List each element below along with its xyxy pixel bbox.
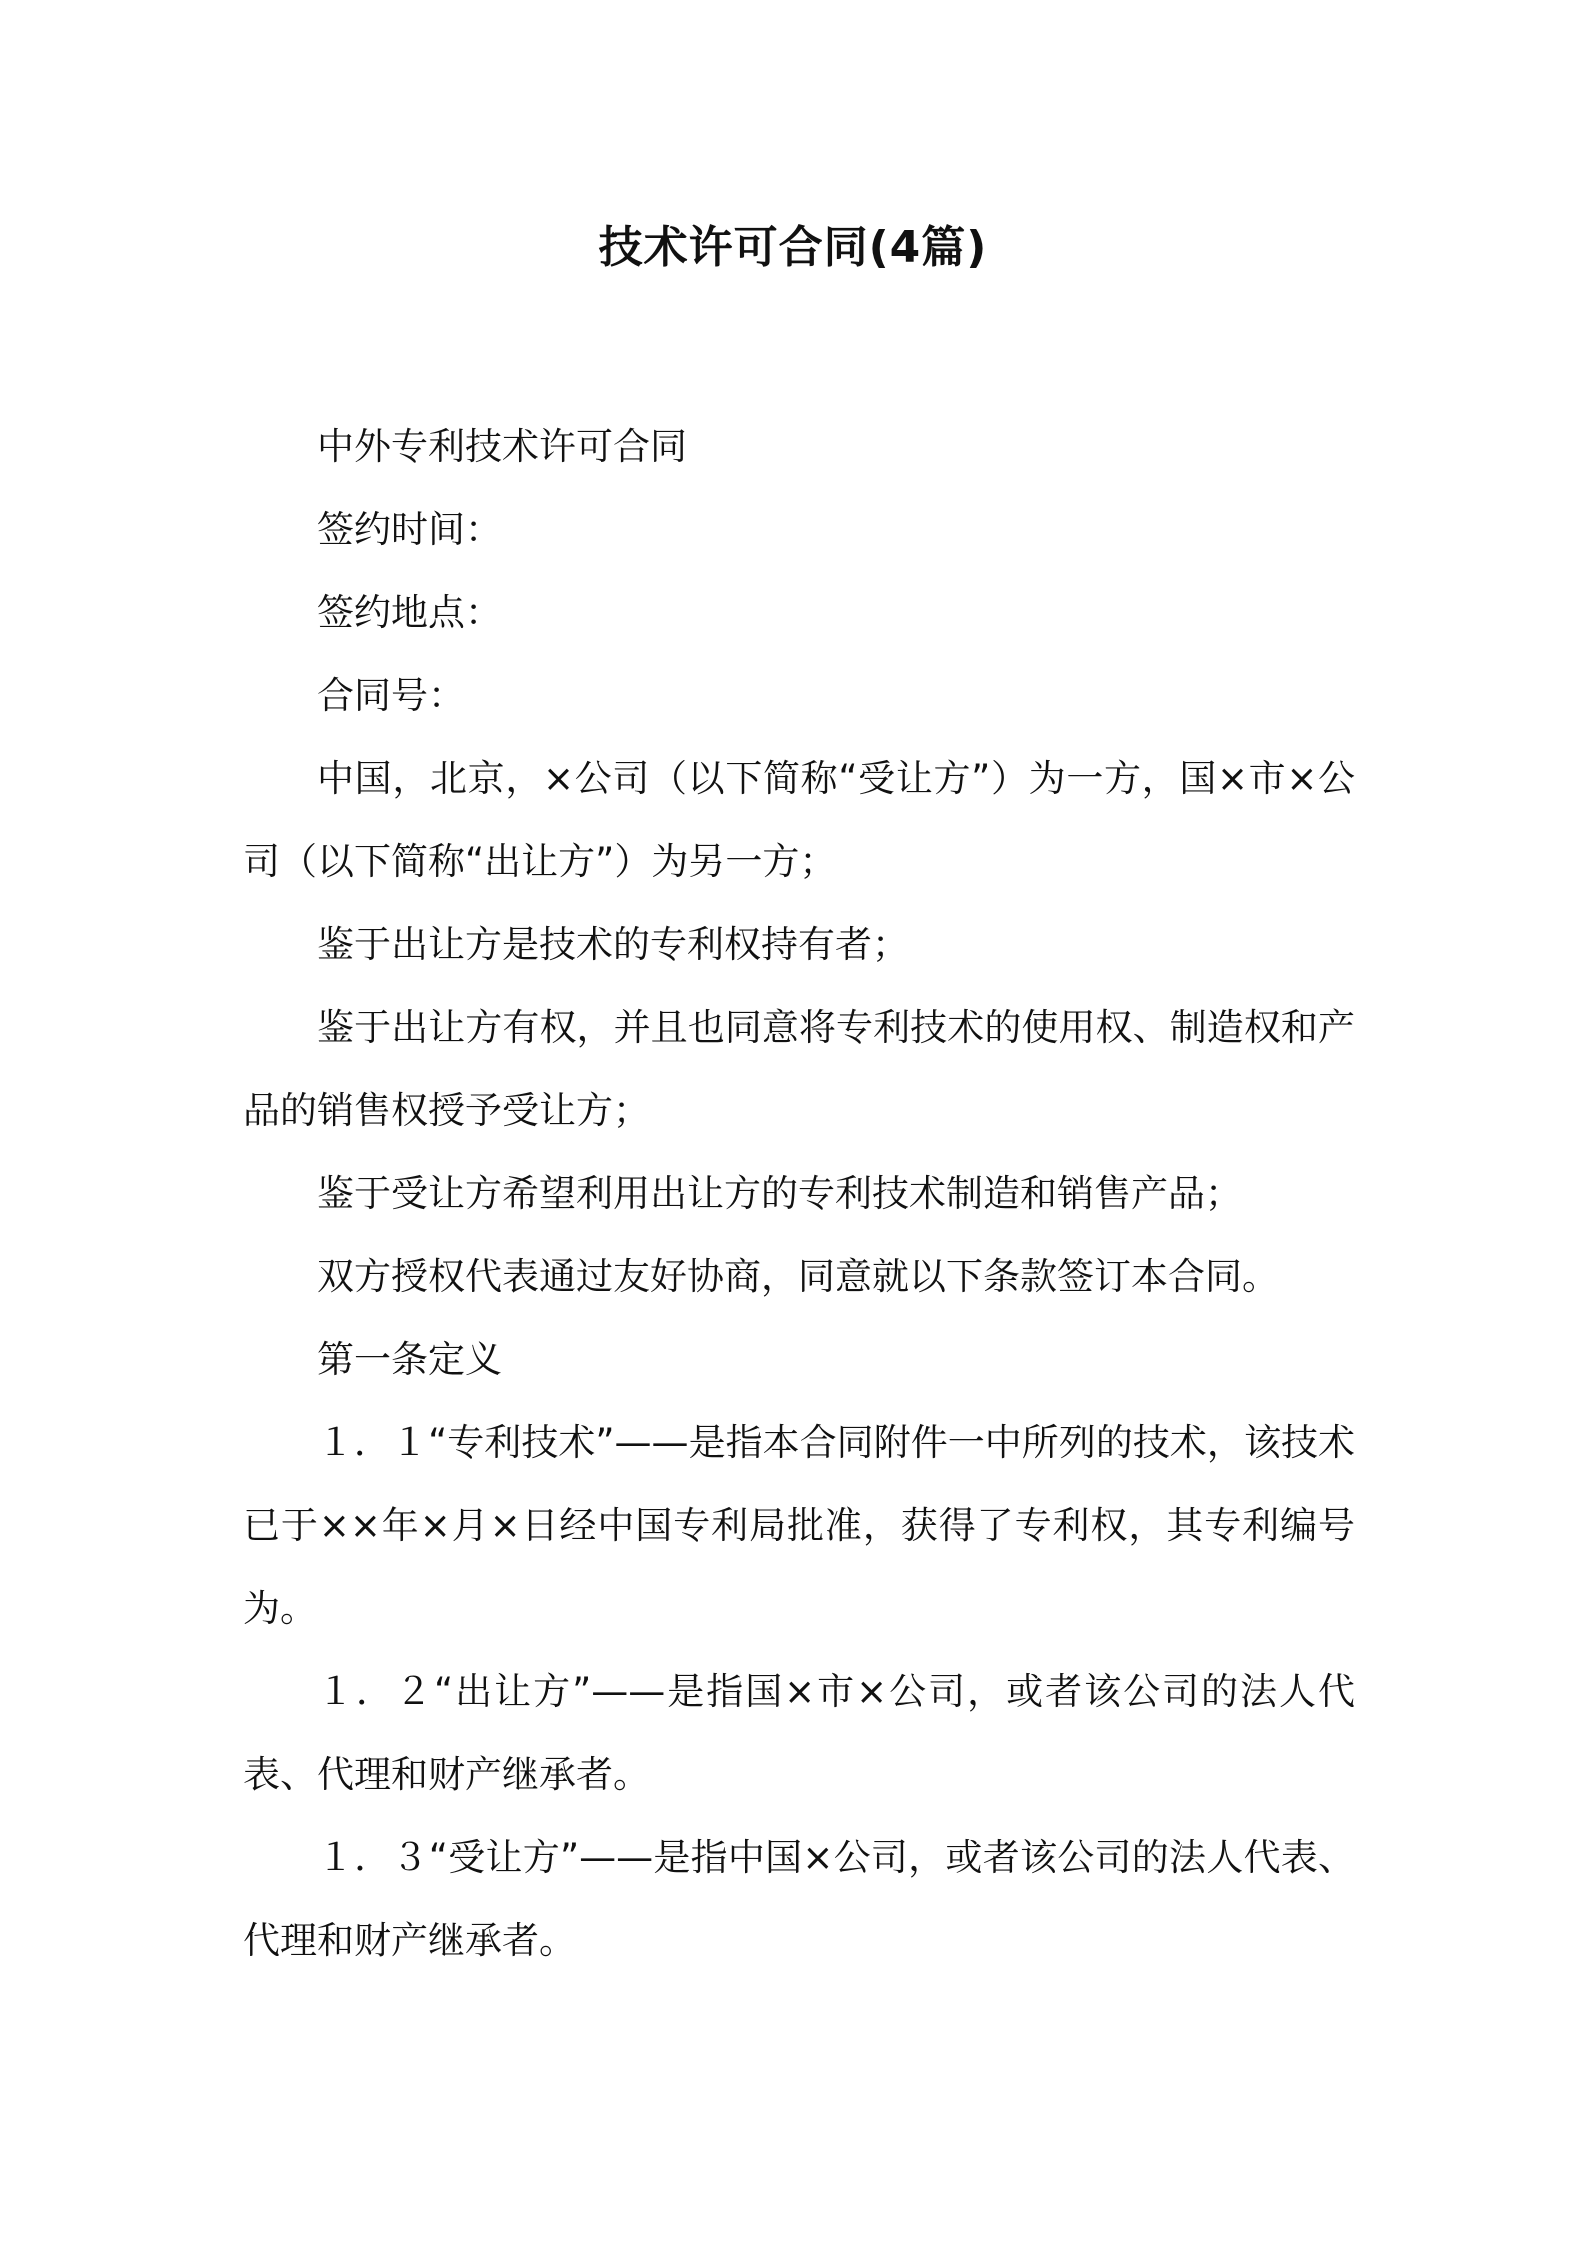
paragraph-clause-1-2: １．２“出让方”——是指国×市×公司，或者该公司的法人代表、代理和财产继承者。 [243, 1670, 1355, 1796]
paragraph-signing-place: 签约地点： [317, 591, 502, 634]
paragraph-whereas-2: 鉴于出让方有权，并且也同意将专利技术的使用权、制造权和产品的销售权授予受让方； [243, 1006, 1355, 1132]
paragraph-contract-number: 合同号： [317, 674, 465, 717]
paragraph-signing-time: 签约时间： [317, 508, 502, 551]
paragraph-article-1-heading: 第一条定义 [317, 1338, 502, 1381]
document-body [243, 405, 1355, 1982]
paragraph-contract-name: 中外专利技术许可合同 [317, 425, 687, 468]
paragraph-agreement: 双方授权代表通过友好协商，同意就以下条款签订本合同。 [317, 1255, 1279, 1298]
paragraph-clause-1-3: １．３“受让方”——是指中国×公司，或者该公司的法人代表、代理和财产继承者。 [243, 1836, 1355, 1962]
paragraph-parties: 中国，北京，×公司（以下简称“受让方”）为一方，国×市×公司（以下简称“出让方”）为另一方； [243, 757, 1355, 883]
document-title: 技术许可合同(4篇) [598, 222, 988, 273]
paragraph-clause-1-1: １．１“专利技术”——是指本合同附件一中所列的技术，该技术已于××年×月×日经中国专利局批准，获得了专利权，其专利编号为。 [243, 1421, 1355, 1630]
paragraph-whereas-1: 鉴于出让方是技术的专利权持有者； [317, 923, 909, 966]
paragraph-whereas-3: 鉴于受让方希望利用出让方的专利技术制造和销售产品； [317, 1172, 1242, 1215]
